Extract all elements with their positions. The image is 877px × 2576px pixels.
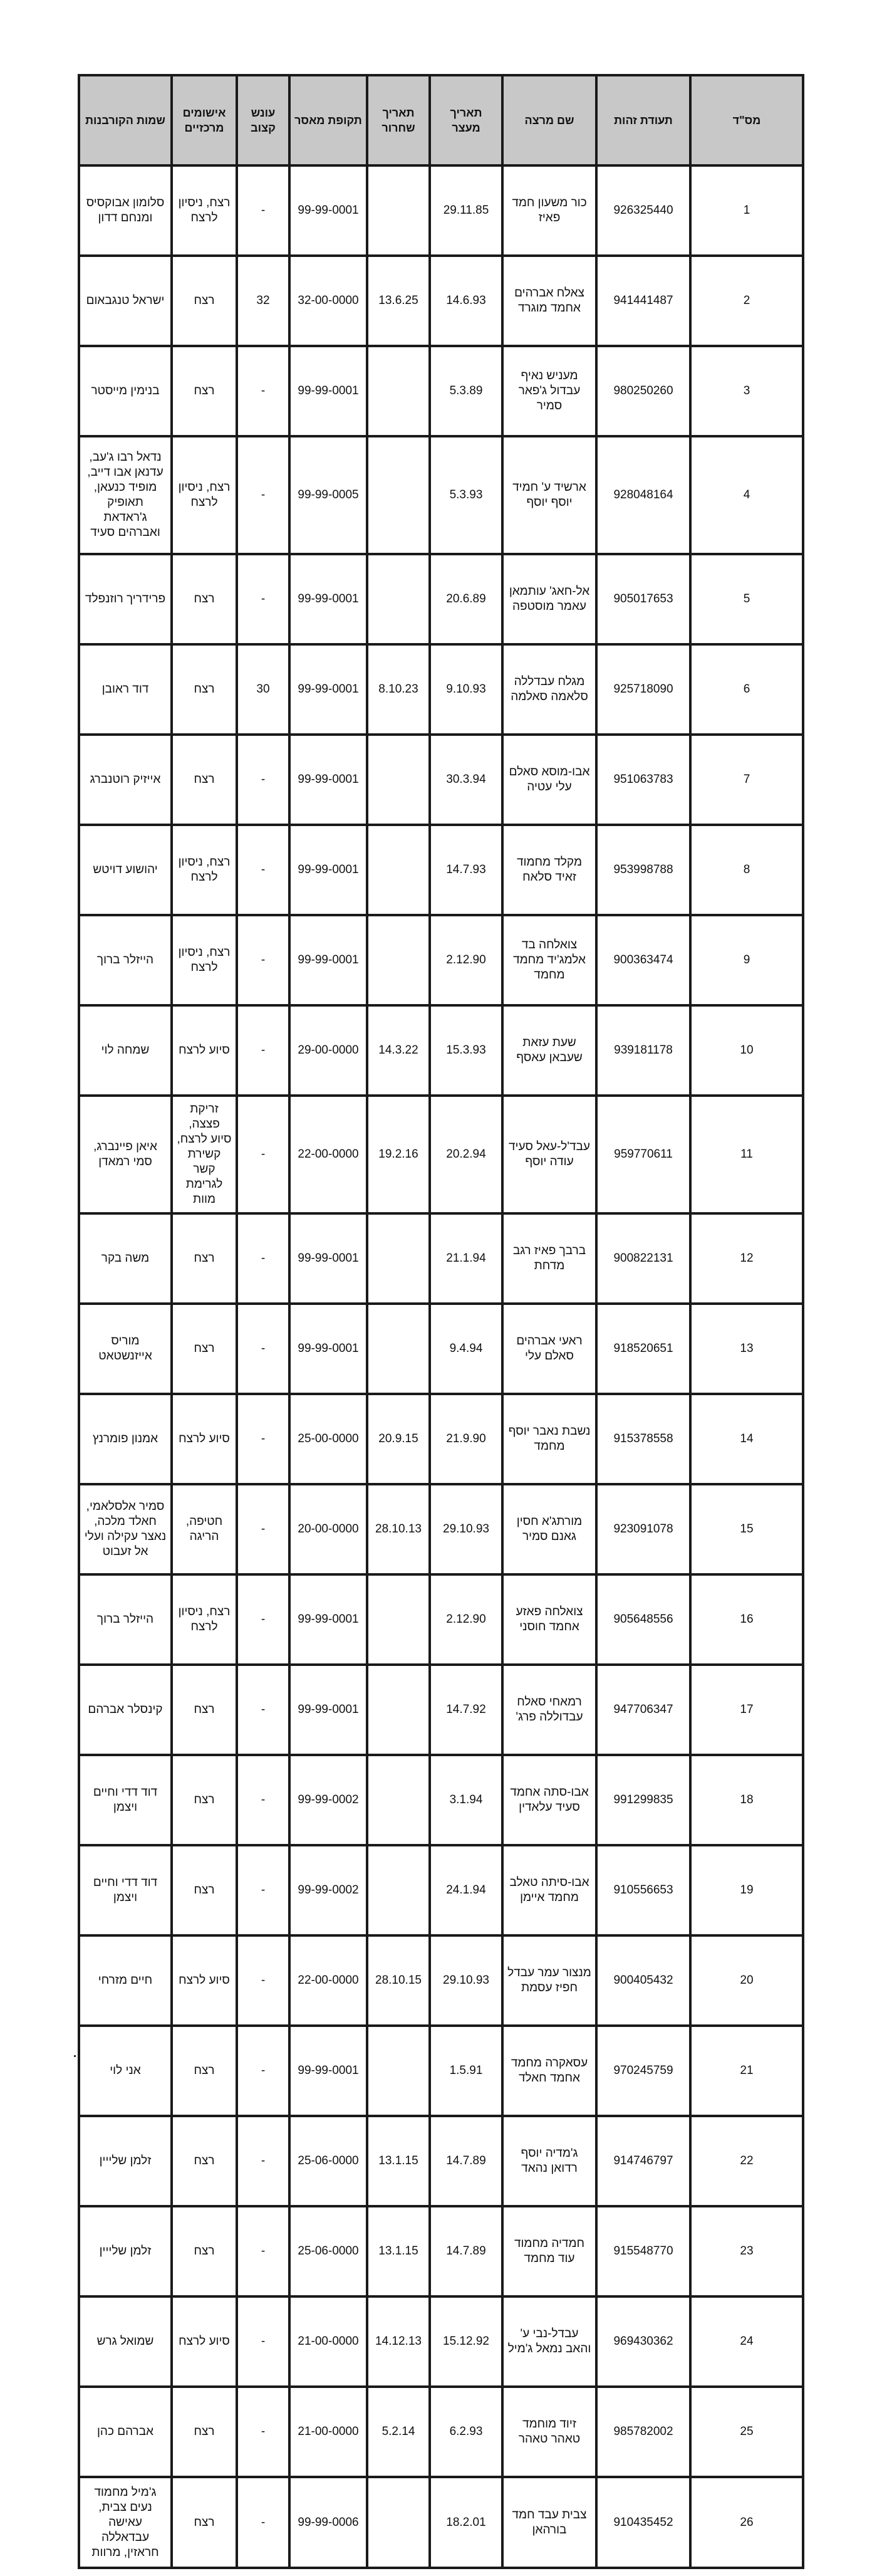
cell-sentence-period: 20-00-0000 — [289, 1484, 367, 1574]
cell-serial: 17 — [690, 1665, 803, 1755]
cell-prisoner-name: מנצור עמר עבדל חפיז עסמת — [502, 1935, 596, 2026]
cell-id-number: 918520651 — [596, 1304, 690, 1394]
cell-sentence-period: 22-00-0000 — [289, 1935, 367, 2026]
cell-release-date — [367, 915, 430, 1005]
cell-victim-names: דוד ראובן — [79, 644, 172, 735]
cell-victim-names: משה בקר — [79, 1213, 172, 1304]
cell-id-number: 914746797 — [596, 2116, 690, 2206]
cell-victim-names: הייזלר ברוך — [79, 1574, 172, 1665]
cell-fixed-sentence: - — [237, 2296, 289, 2387]
cell-serial: 20 — [690, 1935, 803, 2026]
cell-fixed-sentence: - — [237, 436, 289, 554]
cell-main-charges: זריקת פצצה, סיוע לרצח, קשירת קשר לגרימת מוות — [172, 1096, 237, 1213]
table-row — [79, 2116, 803, 2206]
cell-prisoner-name: צואלחה פאזע אחמד חוסני — [502, 1574, 596, 1665]
cell-victim-names: נדאל רבו ג'עב, עדנאן אבו דייב, מופיד כנעאן, תאופיק ג'ראדאת ואברהים סעיד — [79, 436, 172, 554]
cell-victim-names: אייזיק רוטנברג — [79, 735, 172, 825]
cell-serial: 22 — [690, 2116, 803, 2206]
cell-serial: 21 — [690, 2026, 803, 2116]
cell-serial: 11 — [690, 1096, 803, 1213]
table-row — [79, 1005, 803, 1096]
cell-fixed-sentence: - — [237, 554, 289, 644]
cell-fixed-sentence: - — [237, 1005, 289, 1096]
cell-serial: 26 — [690, 2477, 803, 2568]
cell-release-date: 14.3.22 — [367, 1005, 430, 1096]
cell-fixed-sentence: - — [237, 1484, 289, 1574]
cell-release-date: 5.2.14 — [367, 2387, 430, 2477]
cell-main-charges: רצח — [172, 554, 237, 644]
cell-prisoner-name: נשבת נאבר יוסף מחמד — [502, 1394, 596, 1484]
table-row — [79, 825, 803, 915]
cell-fixed-sentence: - — [237, 165, 289, 256]
cell-arrest-date: 30.3.94 — [430, 735, 502, 825]
cell-main-charges: רצח, ניסיון לרצח — [172, 825, 237, 915]
cell-sentence-period: 25-06-0000 — [289, 2116, 367, 2206]
cell-arrest-date: 20.2.94 — [430, 1096, 502, 1213]
cell-fixed-sentence: - — [237, 2206, 289, 2296]
cell-victim-names: בנימין מייסטר — [79, 346, 172, 436]
cell-prisoner-name: צואלחה בד אלמג'יד מחמד מחמד — [502, 915, 596, 1005]
cell-arrest-date: 15.12.92 — [430, 2296, 502, 2387]
cell-sentence-period: 99-99-0005 — [289, 436, 367, 554]
cell-fixed-sentence: 32 — [237, 256, 289, 346]
cell-release-date — [367, 2477, 430, 2568]
cell-prisoner-name: מקלד מחמוד זאיד סלאח — [502, 825, 596, 915]
cell-id-number: 910435452 — [596, 2477, 690, 2568]
cell-prisoner-name: עבדל-נבי ע' והאב נמאל ג'מיל — [502, 2296, 596, 2387]
cell-main-charges: רצח, ניסיון לרצח — [172, 1574, 237, 1665]
cell-release-date — [367, 1213, 430, 1304]
cell-arrest-date: 9.4.94 — [430, 1304, 502, 1394]
cell-prisoner-name: ראעי אברהים סאלם עלי — [502, 1304, 596, 1394]
table-header-row — [79, 75, 803, 165]
cell-fixed-sentence: 30 — [237, 644, 289, 735]
cell-release-date: 20.9.15 — [367, 1394, 430, 1484]
cell-victim-names: סמיר אלסלאמי, חאלד מלכה, נאצר עקילה ועלי אל זעבוט — [79, 1484, 172, 1574]
cell-sentence-period: 99-99-0001 — [289, 165, 367, 256]
cell-id-number: 900363474 — [596, 915, 690, 1005]
cell-prisoner-name: זיוד מוחמד טאהר טאהר — [502, 2387, 596, 2477]
cell-victim-names: שמואל גרש — [79, 2296, 172, 2387]
cell-serial: 16 — [690, 1574, 803, 1665]
table-row — [79, 644, 803, 735]
table-row — [79, 2026, 803, 2116]
cell-fixed-sentence: - — [237, 2026, 289, 2116]
cell-fixed-sentence: - — [237, 1213, 289, 1304]
cell-id-number: 959770611 — [596, 1096, 690, 1213]
cell-release-date: 19.2.16 — [367, 1096, 430, 1213]
cell-release-date — [367, 436, 430, 554]
cell-serial: 18 — [690, 1755, 803, 1845]
cell-sentence-period: 21-00-0000 — [289, 2296, 367, 2387]
cell-id-number: 915378558 — [596, 1394, 690, 1484]
header-fixed-sentence: עונש קצוב — [237, 75, 289, 165]
cell-sentence-period: 22-00-0000 — [289, 1096, 367, 1213]
cell-prisoner-name: מגלח עבדללה סלאמה סאלמה — [502, 644, 596, 735]
cell-sentence-period: 99-99-0001 — [289, 2026, 367, 2116]
cell-serial: 6 — [690, 644, 803, 735]
cell-id-number: 905017653 — [596, 554, 690, 644]
cell-main-charges: רצח — [172, 256, 237, 346]
cell-prisoner-name: אבו-מוסא סאלם עלי עטיה — [502, 735, 596, 825]
cell-id-number: 970245759 — [596, 2026, 690, 2116]
cell-victim-names: דוד דדי וחיים ויצמן — [79, 1845, 172, 1935]
cell-id-number: 910556653 — [596, 1845, 690, 1935]
cell-victim-names: אמנון פומרנץ — [79, 1394, 172, 1484]
cell-main-charges: רצח — [172, 2206, 237, 2296]
table-row — [79, 436, 803, 554]
cell-release-date: 28.10.15 — [367, 1935, 430, 2026]
table-row — [79, 2387, 803, 2477]
table-row — [79, 915, 803, 1005]
header-prisoner-name: שם מרצה — [502, 75, 596, 165]
cell-victim-names: אני לוי — [79, 2026, 172, 2116]
cell-serial: 24 — [690, 2296, 803, 2387]
cell-main-charges: סיוע לרצח — [172, 2296, 237, 2387]
cell-serial: 7 — [690, 735, 803, 825]
cell-release-date — [367, 1574, 430, 1665]
cell-release-date — [367, 1755, 430, 1845]
cell-victim-names: זלמן שלייין — [79, 2206, 172, 2296]
cell-main-charges: רצח — [172, 2026, 237, 2116]
cell-arrest-date: 29.10.93 — [430, 1935, 502, 2026]
table-row — [79, 1304, 803, 1394]
cell-prisoner-name: חמדיה מחמוד עוד מחמד — [502, 2206, 596, 2296]
cell-serial: 5 — [690, 554, 803, 644]
cell-prisoner-name: צבית עבד חמד בורהאן — [502, 2477, 596, 2568]
cell-serial: 13 — [690, 1304, 803, 1394]
cell-prisoner-name: כור משעון חמד פאיז — [502, 165, 596, 256]
cell-main-charges: רצח — [172, 1665, 237, 1755]
cell-main-charges: רצח — [172, 2116, 237, 2206]
cell-serial: 4 — [690, 436, 803, 554]
cell-prisoner-name: אבו-סתה אחמד סעיד עלאדין — [502, 1755, 596, 1845]
prisoner-table-sheet — [78, 74, 802, 2569]
cell-sentence-period: 99-99-0001 — [289, 346, 367, 436]
cell-victim-names: שמחה לוי — [79, 1005, 172, 1096]
header-victim-names: שמות הקורבנות — [79, 75, 172, 165]
cell-sentence-period: 99-99-0001 — [289, 1304, 367, 1394]
cell-sentence-period: 32-00-0000 — [289, 256, 367, 346]
cell-victim-names: חיים מזרחי — [79, 1935, 172, 2026]
cell-arrest-date: 3.1.94 — [430, 1755, 502, 1845]
cell-arrest-date: 5.3.93 — [430, 436, 502, 554]
prisoner-table — [78, 74, 804, 2569]
cell-arrest-date: 14.6.93 — [430, 256, 502, 346]
cell-main-charges: רצח, ניסיון לרצח — [172, 436, 237, 554]
cell-fixed-sentence: - — [237, 825, 289, 915]
header-sentence-period: תקופת מאסר — [289, 75, 367, 165]
cell-release-date — [367, 165, 430, 256]
cell-id-number: 939181178 — [596, 1005, 690, 1096]
cell-release-date — [367, 1304, 430, 1394]
cell-arrest-date: 9.10.93 — [430, 644, 502, 735]
cell-id-number: 915548770 — [596, 2206, 690, 2296]
cell-arrest-date: 18.2.01 — [430, 2477, 502, 2568]
cell-sentence-period: 99-99-0002 — [289, 1845, 367, 1935]
cell-victim-names: זלמן שלייין — [79, 2116, 172, 2206]
table-row — [79, 1755, 803, 1845]
cell-fixed-sentence: - — [237, 1665, 289, 1755]
cell-main-charges: סיוע לרצח — [172, 1005, 237, 1096]
header-main-charges: אישומים מרכזיים — [172, 75, 237, 165]
cell-fixed-sentence: - — [237, 915, 289, 1005]
cell-serial: 3 — [690, 346, 803, 436]
cell-main-charges: רצח — [172, 2387, 237, 2477]
cell-arrest-date: 15.3.93 — [430, 1005, 502, 1096]
cell-fixed-sentence: - — [237, 2387, 289, 2477]
cell-sentence-period: 99-99-0001 — [289, 554, 367, 644]
cell-id-number: 951063783 — [596, 735, 690, 825]
cell-fixed-sentence: - — [237, 735, 289, 825]
cell-prisoner-name: מורתג'א חסין גאנם סמיר — [502, 1484, 596, 1574]
cell-serial: 10 — [690, 1005, 803, 1096]
cell-fixed-sentence: - — [237, 1845, 289, 1935]
table-row — [79, 554, 803, 644]
cell-arrest-date: 2.12.90 — [430, 1574, 502, 1665]
cell-fixed-sentence: - — [237, 1574, 289, 1665]
cell-arrest-date: 14.7.89 — [430, 2206, 502, 2296]
table-row — [79, 2206, 803, 2296]
cell-arrest-date: 21.9.90 — [430, 1394, 502, 1484]
cell-arrest-date: 21.1.94 — [430, 1213, 502, 1304]
table-row — [79, 735, 803, 825]
cell-release-date: 13.6.25 — [367, 256, 430, 346]
cell-release-date: 13.1.15 — [367, 2206, 430, 2296]
cell-serial: 2 — [690, 256, 803, 346]
scan-speck — [74, 2055, 76, 2057]
cell-victim-names: ג'מיל מחמוד נעים צבית, עאישה עבדאללה חראזין, מרוות — [79, 2477, 172, 2568]
cell-arrest-date: 1.5.91 — [430, 2026, 502, 2116]
cell-release-date: 28.10.13 — [367, 1484, 430, 1574]
cell-main-charges: רצח — [172, 1213, 237, 1304]
cell-sentence-period: 99-99-0001 — [289, 1665, 367, 1755]
cell-main-charges: רצח — [172, 644, 237, 735]
cell-sentence-period: 99-99-0001 — [289, 1574, 367, 1665]
cell-main-charges: רצח — [172, 2477, 237, 2568]
table-row — [79, 1484, 803, 1574]
cell-prisoner-name: ג'מדיה יוסף רדואן נהאד — [502, 2116, 596, 2206]
cell-id-number: 980250260 — [596, 346, 690, 436]
table-row — [79, 256, 803, 346]
cell-main-charges: חטיפה, הריגה — [172, 1484, 237, 1574]
cell-release-date: 8.10.23 — [367, 644, 430, 735]
cell-arrest-date: 29.11.85 — [430, 165, 502, 256]
cell-arrest-date: 14.7.92 — [430, 1665, 502, 1755]
table-row — [79, 2296, 803, 2387]
header-release-date: תאריך שחרור — [367, 75, 430, 165]
table-row — [79, 1574, 803, 1665]
cell-release-date — [367, 1845, 430, 1935]
cell-sentence-period: 99-99-0001 — [289, 915, 367, 1005]
cell-prisoner-name: ארשיד ע' חמיד יוסף יוסף — [502, 436, 596, 554]
cell-prisoner-name: אבו-סיתה טאלב מחמד איימן — [502, 1845, 596, 1935]
cell-victim-names: יהושוע דויטש — [79, 825, 172, 915]
cell-main-charges: רצח — [172, 1755, 237, 1845]
cell-serial: 15 — [690, 1484, 803, 1574]
cell-fixed-sentence: - — [237, 1935, 289, 2026]
cell-serial: 1 — [690, 165, 803, 256]
cell-sentence-period: 25-06-0000 — [289, 2206, 367, 2296]
cell-id-number: 926325440 — [596, 165, 690, 256]
cell-main-charges: סיוע לרצח — [172, 1394, 237, 1484]
cell-arrest-date: 14.7.93 — [430, 825, 502, 915]
cell-prisoner-name: רמאחי סאלח עבדוללה פרג' — [502, 1665, 596, 1755]
cell-release-date — [367, 1665, 430, 1755]
cell-release-date: 14.12.13 — [367, 2296, 430, 2387]
cell-id-number: 928048164 — [596, 436, 690, 554]
table-row — [79, 1845, 803, 1935]
cell-main-charges: רצח — [172, 346, 237, 436]
cell-prisoner-name: צאלח אברהים אחמד מוגרד — [502, 256, 596, 346]
cell-serial: 25 — [690, 2387, 803, 2477]
cell-victim-names: קינסלר אברהם — [79, 1665, 172, 1755]
cell-fixed-sentence: - — [237, 1755, 289, 1845]
table-row — [79, 2477, 803, 2568]
cell-victim-names: מוריס אייזנשטאט — [79, 1304, 172, 1394]
cell-victim-names: ישראל טנגבאום — [79, 256, 172, 346]
cell-release-date — [367, 346, 430, 436]
cell-main-charges: רצח — [172, 1845, 237, 1935]
cell-id-number: 969430362 — [596, 2296, 690, 2387]
cell-sentence-period: 99-99-0001 — [289, 644, 367, 735]
cell-arrest-date: 5.3.89 — [430, 346, 502, 436]
cell-id-number: 947706347 — [596, 1665, 690, 1755]
cell-id-number: 991299835 — [596, 1755, 690, 1845]
cell-main-charges: סיוע לרצח — [172, 1935, 237, 2026]
table-row — [79, 1096, 803, 1213]
cell-victim-names: אברהם כהן — [79, 2387, 172, 2477]
cell-arrest-date: 20.6.89 — [430, 554, 502, 644]
cell-fixed-sentence: - — [237, 1304, 289, 1394]
cell-release-date — [367, 2026, 430, 2116]
cell-id-number: 923091078 — [596, 1484, 690, 1574]
cell-victim-names: איאן פיינברג, סמי רמאדן — [79, 1096, 172, 1213]
cell-fixed-sentence: - — [237, 1096, 289, 1213]
cell-release-date — [367, 735, 430, 825]
cell-prisoner-name: עסאקרה מחמד אחמד חאלד — [502, 2026, 596, 2116]
cell-fixed-sentence: - — [237, 346, 289, 436]
cell-serial: 8 — [690, 825, 803, 915]
cell-id-number: 941441487 — [596, 256, 690, 346]
cell-release-date — [367, 554, 430, 644]
table-row — [79, 346, 803, 436]
cell-fixed-sentence: - — [237, 2477, 289, 2568]
cell-sentence-period: 99-99-0002 — [289, 1755, 367, 1845]
cell-sentence-period: 99-99-0001 — [289, 1213, 367, 1304]
cell-release-date — [367, 825, 430, 915]
cell-serial: 12 — [690, 1213, 803, 1304]
cell-sentence-period: 99-99-0001 — [289, 825, 367, 915]
cell-sentence-period: 25-00-0000 — [289, 1394, 367, 1484]
cell-serial: 9 — [690, 915, 803, 1005]
header-arrest-date: תאריך מעצר — [430, 75, 502, 165]
cell-main-charges: רצח, ניסיון לרצח — [172, 915, 237, 1005]
table-row — [79, 1213, 803, 1304]
cell-main-charges: רצח — [172, 1304, 237, 1394]
table-row — [79, 165, 803, 256]
cell-sentence-period: 21-00-0000 — [289, 2387, 367, 2477]
cell-id-number: 900405432 — [596, 1935, 690, 2026]
cell-victim-names: פרידריך רוזנפלד — [79, 554, 172, 644]
cell-arrest-date: 6.2.93 — [430, 2387, 502, 2477]
cell-serial: 14 — [690, 1394, 803, 1484]
cell-arrest-date: 2.12.90 — [430, 915, 502, 1005]
cell-release-date: 13.1.15 — [367, 2116, 430, 2206]
cell-victim-names: הייזלר ברוך — [79, 915, 172, 1005]
cell-prisoner-name: ברבך פאיז רגב מדחת — [502, 1213, 596, 1304]
cell-arrest-date: 24.1.94 — [430, 1845, 502, 1935]
cell-serial: 19 — [690, 1845, 803, 1935]
cell-id-number: 953998788 — [596, 825, 690, 915]
cell-prisoner-name: מעניש נאיף עבדול ג'פאר סמיר — [502, 346, 596, 436]
cell-prisoner-name: עבד'ל-עאל סעיד עודה יוסף — [502, 1096, 596, 1213]
cell-id-number: 905648556 — [596, 1574, 690, 1665]
cell-fixed-sentence: - — [237, 2116, 289, 2206]
cell-victim-names: סלומון אבוקסיס ומנחם דדון — [79, 165, 172, 256]
cell-sentence-period: 99-99-0001 — [289, 735, 367, 825]
header-id-number: תעודת זהות — [596, 75, 690, 165]
cell-sentence-period: 99-99-0006 — [289, 2477, 367, 2568]
table-body — [79, 165, 803, 2568]
cell-main-charges: רצח — [172, 735, 237, 825]
cell-sentence-period: 29-00-0000 — [289, 1005, 367, 1096]
cell-id-number: 925718090 — [596, 644, 690, 735]
cell-prisoner-name: אל-חאג' עותמאן עאמר מוסטפה — [502, 554, 596, 644]
cell-victim-names: דוד דדי וחיים ויצמן — [79, 1755, 172, 1845]
header-serial: מס"ד — [690, 75, 803, 165]
cell-fixed-sentence: - — [237, 1394, 289, 1484]
cell-prisoner-name: שעת עזאת שעבאן עאסף — [502, 1005, 596, 1096]
table-row — [79, 1394, 803, 1484]
table-row — [79, 1665, 803, 1755]
cell-main-charges: רצח, ניסיון לרצח — [172, 165, 237, 256]
cell-id-number: 900822131 — [596, 1213, 690, 1304]
cell-arrest-date: 29.10.93 — [430, 1484, 502, 1574]
cell-serial: 23 — [690, 2206, 803, 2296]
cell-arrest-date: 14.7.89 — [430, 2116, 502, 2206]
cell-id-number: 985782002 — [596, 2387, 690, 2477]
table-row — [79, 1935, 803, 2026]
